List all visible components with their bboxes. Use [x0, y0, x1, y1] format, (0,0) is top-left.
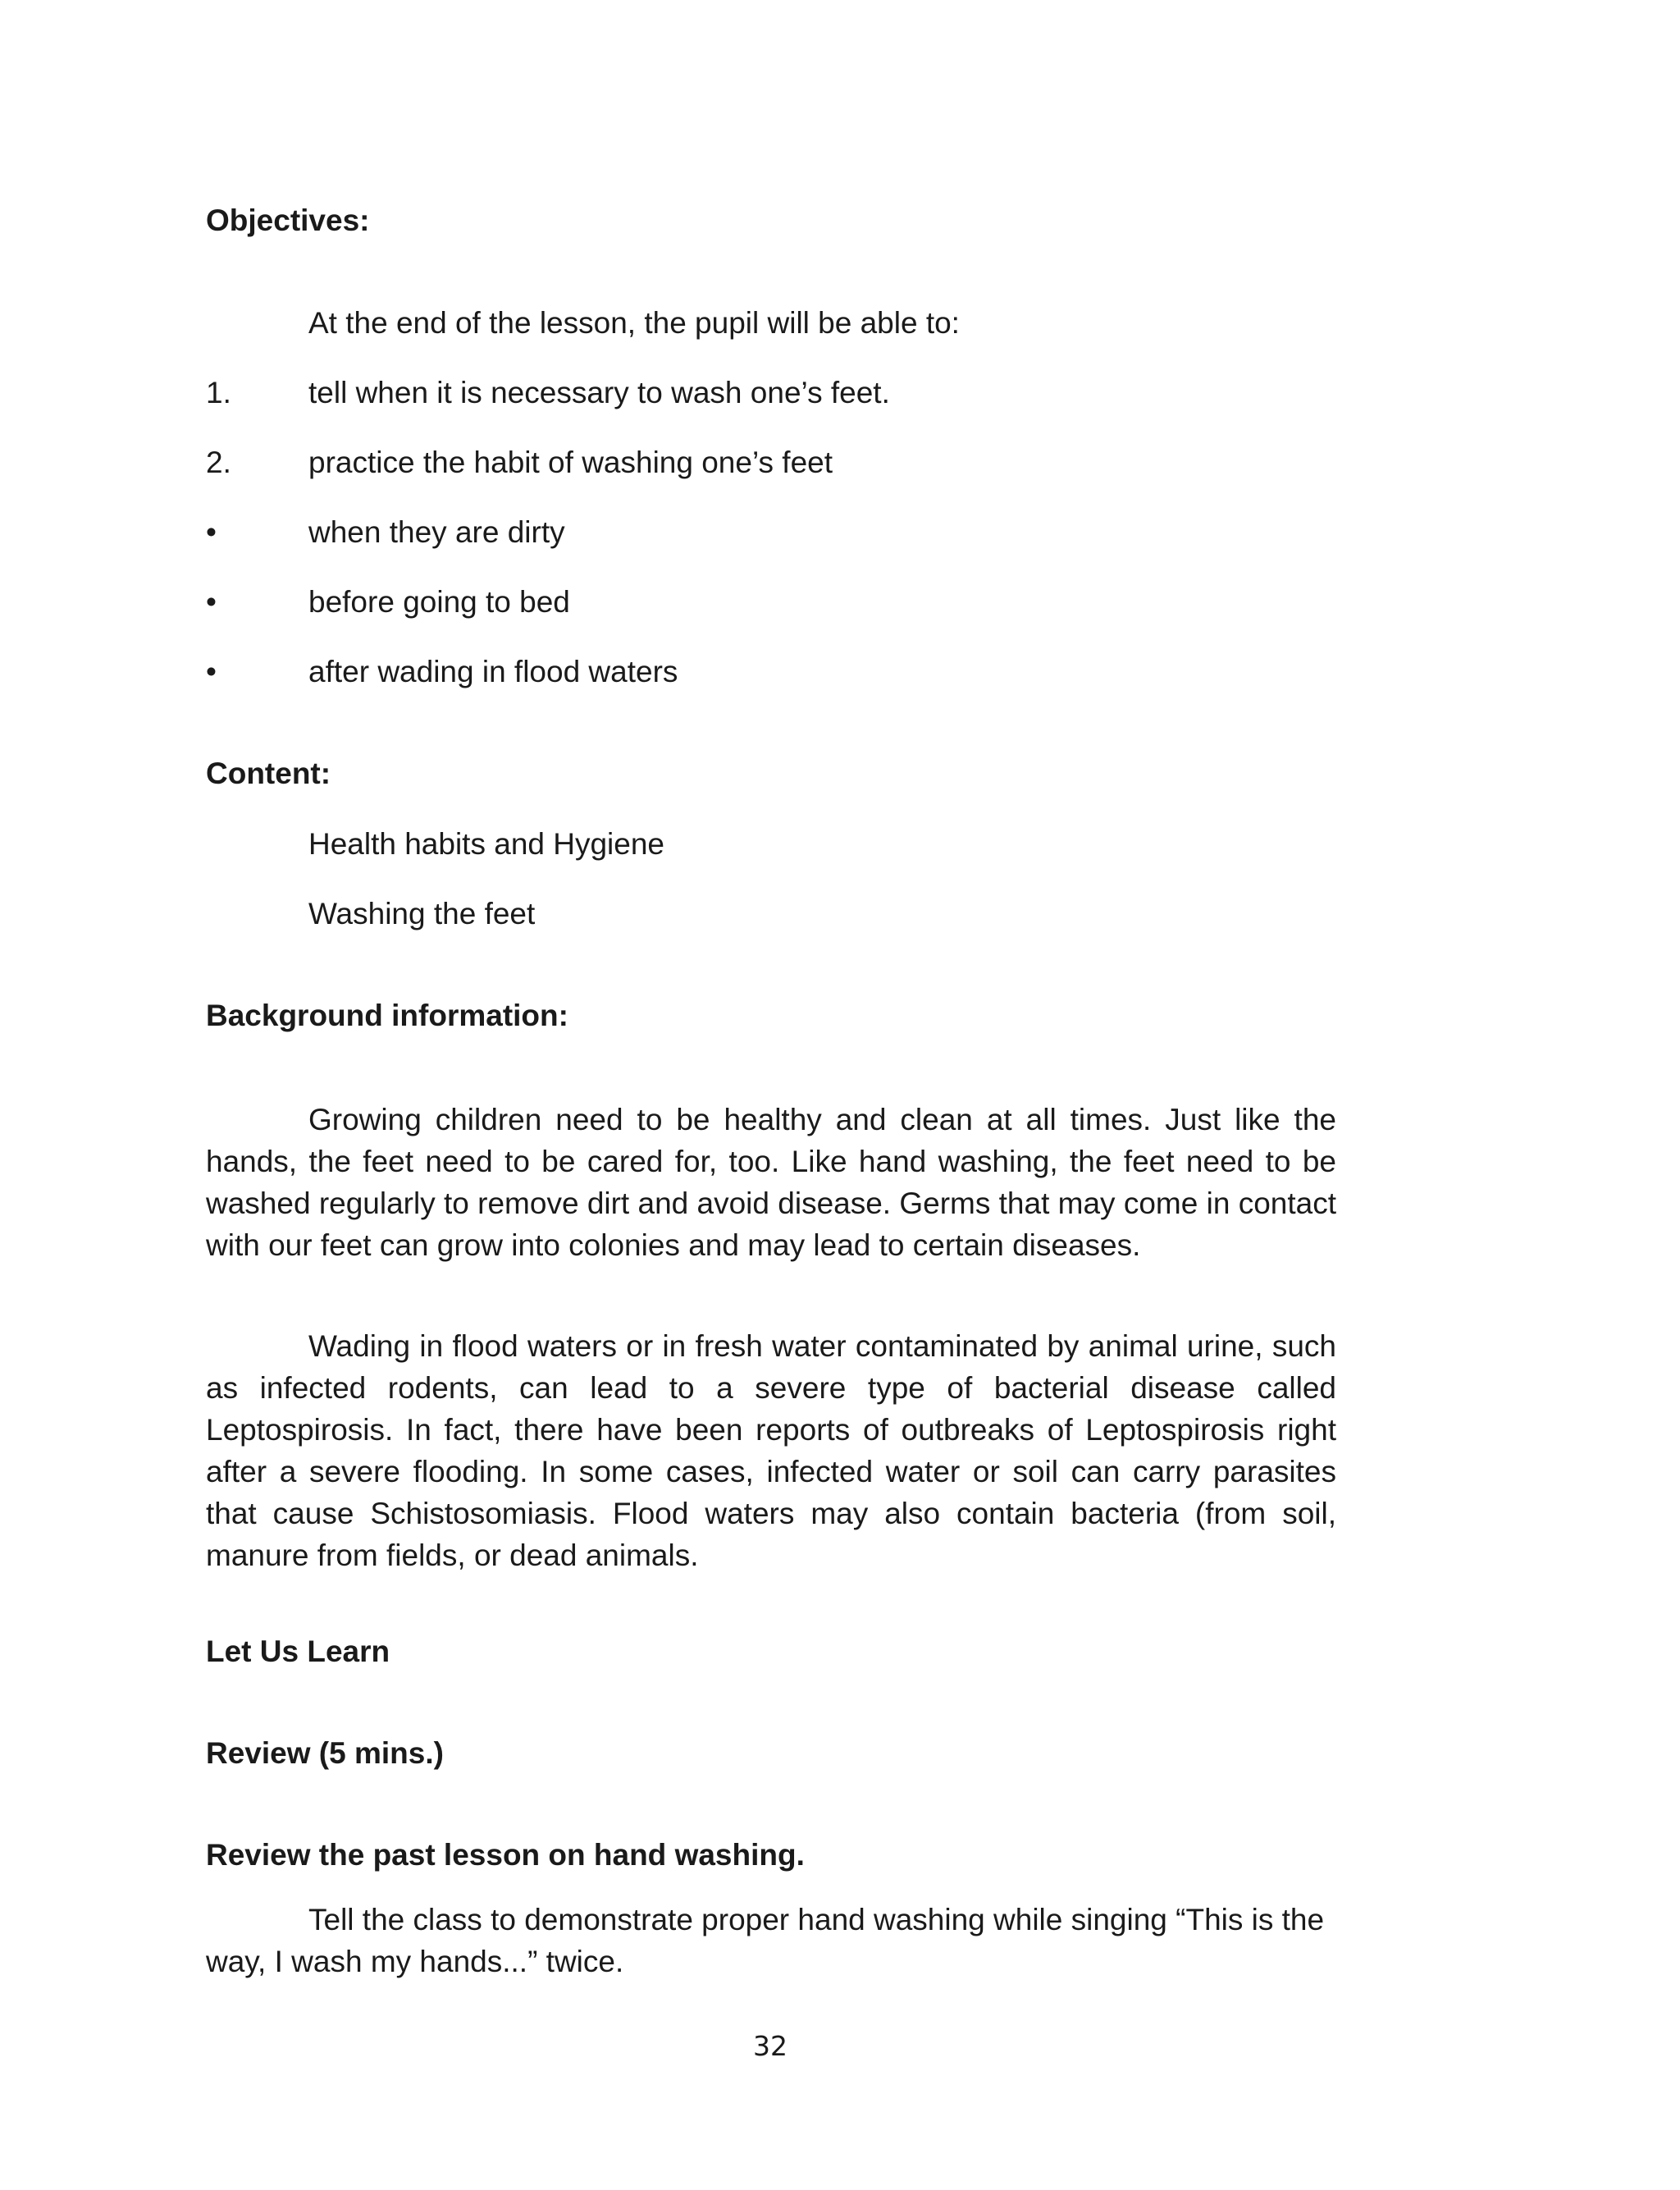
background-paragraph: Growing children need to be healthy and clean at all times. Just like the hands, the feet need to be cared for, too. Like hand washing, the feet need to be washed regularly to remove dirt and avoid disease. Germs that may come in contact with our feet can grow into colonies and may lead to certain diseases. — [206, 1103, 1336, 1262]
bullet-marker: • — [206, 515, 217, 549]
list-item-text: before going to bed — [308, 585, 570, 619]
review-paragraph: Tell the class to demonstrate proper hand washing while singing “This is the way, I wash my hands...” twice. — [206, 1903, 1325, 1978]
content-line: Health habits and Hygiene — [308, 827, 665, 861]
objectives-intro: At the end of the lesson, the pupil will be able to: — [308, 306, 960, 340]
content-heading: Content: — [206, 757, 331, 790]
objectives-heading: Objectives: — [206, 203, 370, 237]
page-number: 32 — [753, 2030, 788, 2062]
content-line: Washing the feet — [308, 897, 536, 930]
list-item-text: after wading in flood waters — [308, 655, 678, 688]
bullet-marker: • — [206, 585, 217, 619]
review-subheading: Review the past lesson on hand washing. — [206, 1838, 805, 1872]
background-paragraph: Wading in flood waters or in fresh water contaminated by animal urine, such as infected rodents, can lead to a severe type of bacterial disease called Leptospirosis. In fact, there have been reports of outbreaks of Leptospirosis right after a severe flooding. In some cases, infected water or soil can carry parasites that cause Schistosomiasis. Flood waters may also contain bacteria (from soil, manure from fields, or dead animals. — [206, 1329, 1336, 1572]
list-item-text: practice the habit of washing one’s feet — [308, 446, 833, 479]
list-item-text: when they are dirty — [308, 515, 565, 549]
background-heading: Background information: — [206, 999, 568, 1032]
list-marker: 1. — [206, 376, 231, 409]
let-us-learn-heading: Let Us Learn — [206, 1634, 390, 1668]
review-heading: Review (5 mins.) — [206, 1736, 444, 1770]
bullet-marker: • — [206, 655, 217, 688]
list-marker: 2. — [206, 446, 231, 479]
list-item-text: tell when it is necessary to wash one’s feet. — [308, 376, 890, 409]
